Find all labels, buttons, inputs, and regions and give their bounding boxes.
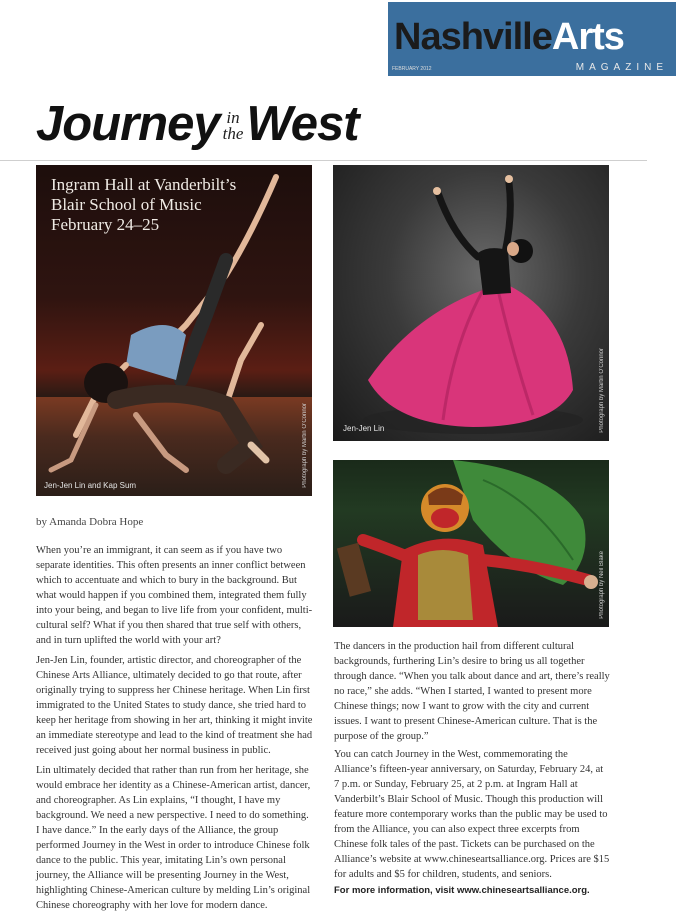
article-title	[36, 96, 359, 160]
event-info	[51, 175, 236, 235]
event-dates: February 24–25	[51, 215, 160, 234]
photo2-caption: Jen-Jen Lin	[343, 424, 385, 433]
photo-monkey-king-costume	[333, 460, 609, 627]
column1-paragraph-2: Jen-Jen Lin, founder, artistic director, and choreographer of the Chinese Arts Alliance, ultimately decided to go that route, after originally trying to suppress her Chinese heritage. When Lin first immigrated to the United States to study dance, she tried hard to keep her heritage from showing in her art, thinking it might invite an immediate stereotype and lead to the kind of treatment she had received just going about her normal business in public.	[36, 655, 313, 756]
column2-paragraph-2: You can catch Journey in the West, commemorating the Alliance’s fifteen-year anniversary, on Saturday, February 24, at 7 p.m. or Sunday, February 25, at 2 p.m. at Ingram Hall at Vanderbilt’s Blair School of Music. Though this production will feature more contemporary works than the public may be used to from the Alliance, you can also expect three excerpts from Chinese folk tales of the past. Tickets can be purchased on the Alliance’s website at www.chineseartsalliance.org. Prices are $15 for adults and $5 for children, students, and seniors.	[334, 749, 610, 880]
photo2-credit: Photograph by Martin O’Connor	[599, 348, 605, 433]
masthead-issue: FEBRUARY 2012	[392, 66, 432, 72]
photo-dancers-duet	[36, 165, 312, 496]
title-west: West	[246, 97, 359, 151]
skirt-dancer-illustration	[333, 165, 609, 441]
photo-dancer-pink-skirt	[333, 165, 609, 441]
photo1-credit: Photograph by Martin O’Connor	[302, 403, 308, 488]
photo1-caption: Jen-Jen Lin and Kap Sum	[44, 481, 137, 490]
magazine-masthead	[388, 2, 676, 76]
title-divider	[0, 160, 647, 161]
byline: by Amanda Dobra Hope	[36, 516, 144, 528]
column2-paragraph-1: The dancers in the production hail from different cultural backgrounds, furthering Lin’s desire to bring us all together through dance. “When you talk about dance and art, there’s really no race,” she adds. “When I started, I wanted to present more Chinese things; now I want to grow with the city and current issues. I want to present Chinese-American culture. That is the purpose of the group.”	[334, 641, 610, 742]
title-in-the: in the	[222, 108, 244, 143]
event-venue-line2: Blair School of Music	[51, 195, 202, 214]
masthead-title: NashvilleArts	[394, 16, 624, 58]
costume-illustration	[333, 460, 609, 627]
column1-paragraph-3: Lin ultimately decided that rather than run from her heritage, she would embrace her identity as a Chinese-American artist, dancer, and choreographer. As Lin explains, “I thought, I have my background. We need a new perspective. I need to do something. I have dance.” In the early days of the Alliance, the group performed Journey in the West in order to introduce Chinese folk dance to the public. This year, imitating Lin’s own personal journey, the Alliance will be presenting Journey in the West, highlighting Chinese-American culture by melding Lin’s original Chinese choreography with her love for modern dance.	[36, 765, 311, 911]
more-info-line: For more information, visit www.chineseartsalliance.org.	[334, 885, 590, 896]
event-venue-line1: Ingram Hall at Vanderbilt’s	[51, 175, 237, 194]
title-journey: Journey	[36, 97, 220, 151]
photo3-credit: Photograph by Neil Blake	[599, 551, 605, 619]
column1-paragraph-1: When you’re an immigrant, it can seem as if you have two separate identities. This often presents an inner conflict between which to accentuate and which to bury in the background. But what would happen if you combined them, integrated them fully into your being, and began to live life from your confident, multi-cultural self? What if you then shared that true self with others, and in turn uplifted the world with your art?	[36, 545, 313, 646]
masthead-subtitle: MAGAZINE	[575, 62, 668, 73]
